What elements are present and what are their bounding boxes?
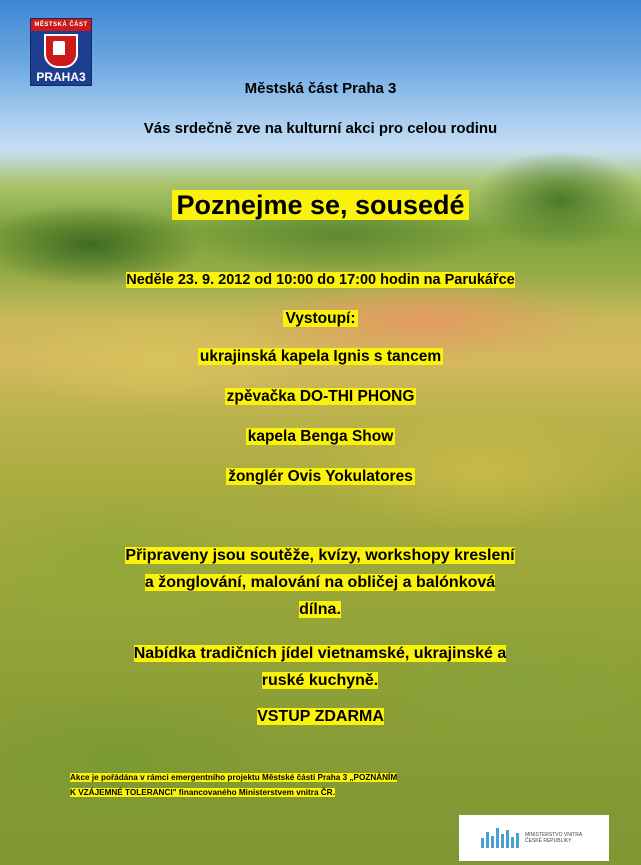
performer-item: ukrajinská kapela Ignis s tancem xyxy=(199,348,442,365)
organizer-line xyxy=(0,80,641,97)
invitation-line xyxy=(0,120,641,137)
praha3-logo xyxy=(30,18,92,86)
event-date-line xyxy=(0,272,641,288)
coat-of-arms-icon xyxy=(44,34,78,68)
event-title: Poznejme se, sousedé xyxy=(172,190,468,220)
activities-line: a žonglování, malování na obličej a balónková xyxy=(144,574,496,591)
funding-note xyxy=(70,770,550,800)
performer-line xyxy=(0,348,641,366)
organizer-text: Městská část Praha 3 xyxy=(244,80,397,97)
food-line: ruské kuchyně. xyxy=(261,672,379,689)
ministry-bars-icon xyxy=(481,828,519,848)
performers-heading: Vystoupí: xyxy=(285,310,356,327)
performer-line xyxy=(0,388,641,406)
funding-note-line: Akce je pořádána v rámci emergentního projektu Městské části Praha 3 „POZNÁNÍM xyxy=(70,773,398,782)
performer-line xyxy=(0,468,641,486)
activities-line: Připraveny jsou soutěže, kvízy, workshopy kreslení xyxy=(125,547,515,564)
logo-name: PRAHA3 xyxy=(36,70,86,84)
ministry-logo xyxy=(459,815,609,861)
activities-paragraph xyxy=(64,542,576,623)
entry-line xyxy=(0,708,641,726)
performers-heading-line xyxy=(0,310,641,328)
performer-item: kapela Benga Show xyxy=(247,428,394,445)
food-paragraph xyxy=(64,640,576,694)
invitation-text: Vás srdečně zve na kulturní akci pro celou rodinu xyxy=(143,120,498,137)
free-entry-text: VSTUP ZDARMA xyxy=(257,708,384,725)
ministry-name: MINISTERSTVO VNITRA ČESKÉ REPUBLIKY xyxy=(525,832,582,844)
funding-note-line: K VZÁJEMNÉ TOLERANCI" financovaného Ministerstvem vnitra ČR. xyxy=(70,788,335,797)
performer-item: zpěvačka DO-THI PHONG xyxy=(226,388,415,405)
event-title-line xyxy=(0,190,641,221)
food-line: Nabídka tradičních jídel vietnamské, ukrajinské a xyxy=(133,645,507,662)
performer-line xyxy=(0,428,641,446)
performer-item: žonglér Ovis Yokulatores xyxy=(228,468,413,485)
activities-line: dílna. xyxy=(299,601,341,618)
logo-top-text: MĚSTSKÁ ČÁST xyxy=(31,19,91,31)
event-date: Neděle 23. 9. 2012 od 10:00 do 17:00 hodin na Parukářce xyxy=(126,272,515,288)
